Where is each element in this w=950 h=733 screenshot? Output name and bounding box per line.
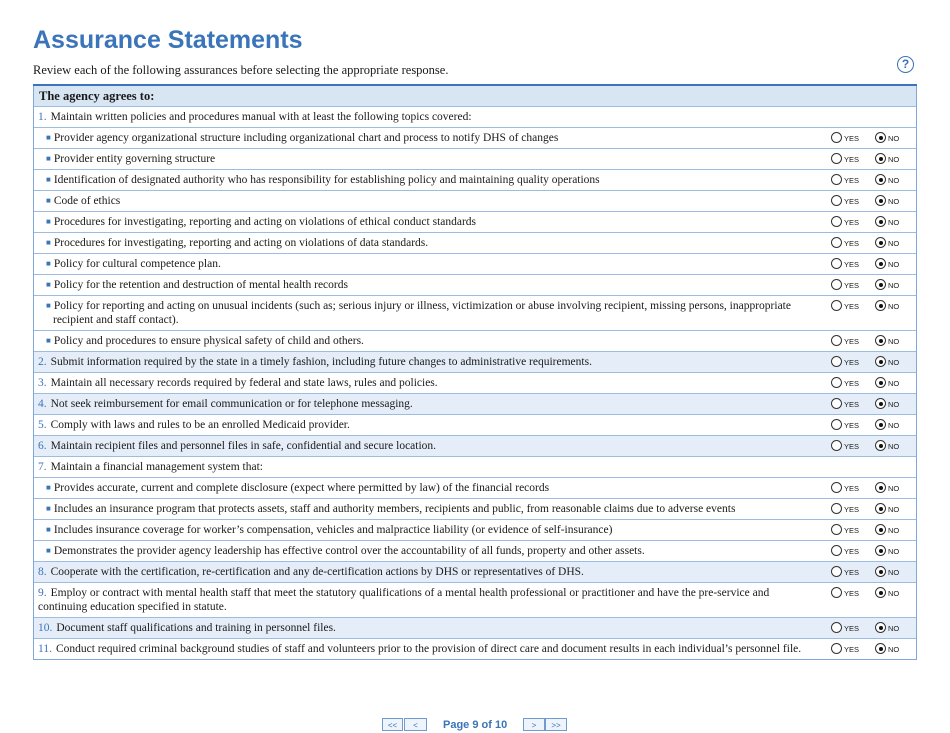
- bullet-icon: ■: [46, 259, 51, 268]
- no-radio-button[interactable]: [875, 398, 886, 409]
- assurance-text: [34, 520, 916, 540]
- assurance-label: Identification of designated authority who has responsibility for establishing policy and maintaining quality operations: [53, 174, 600, 186]
- assurance-row: [34, 331, 916, 352]
- no-label: NO: [888, 421, 900, 430]
- no-radio-option[interactable]: [875, 643, 899, 657]
- yes-label: YES: [844, 568, 860, 577]
- assurance-text: [34, 499, 916, 519]
- no-radio-option[interactable]: [875, 440, 899, 454]
- assurance-label: Maintain written policies and procedures manual with at least the following topics covered:: [50, 111, 472, 123]
- assurance-text: [34, 107, 916, 127]
- assurance-text: [34, 618, 916, 638]
- assurance-label: Not seek reimbursement for email communication or for telephone messaging.: [50, 398, 413, 410]
- yes-label: YES: [844, 239, 860, 248]
- assurance-row: [34, 212, 916, 233]
- no-label: NO: [888, 218, 900, 227]
- yes-radio-option[interactable]: [831, 132, 859, 146]
- no-radio-button[interactable]: [875, 153, 886, 164]
- item-number: 4.: [38, 398, 47, 410]
- yes-label: YES: [844, 379, 860, 388]
- yes-radio-button[interactable]: [831, 258, 842, 269]
- item-number: 11.: [38, 643, 52, 655]
- no-label: NO: [888, 442, 900, 451]
- assurance-label: Includes an insurance program that protects assets, staff and authority members, recipients and public, from reasonable claims due to adverse events: [53, 503, 736, 515]
- no-label: NO: [888, 624, 900, 633]
- assurance-text: [34, 562, 916, 582]
- yes-label: YES: [844, 218, 860, 227]
- assurance-label: Maintain a financial management system that:: [50, 461, 263, 473]
- item-number: 7.: [38, 461, 47, 473]
- no-label: NO: [888, 176, 900, 185]
- no-radio-button[interactable]: [875, 258, 886, 269]
- assurance-row: [34, 639, 916, 659]
- yes-radio-option[interactable]: [831, 587, 859, 601]
- assurance-text: [34, 373, 916, 393]
- yes-label: YES: [844, 645, 860, 654]
- assurance-label: Provider agency organizational structure including organizational chart and process to notify DHS of changes: [53, 132, 559, 144]
- assurance-row: [34, 415, 916, 436]
- no-radio-button[interactable]: [875, 356, 886, 367]
- page-indicator: Page 9 of 10: [443, 719, 508, 731]
- bullet-icon: ■: [46, 504, 51, 513]
- yes-radio-button[interactable]: [831, 587, 842, 598]
- yes-radio-button[interactable]: [831, 300, 842, 311]
- no-radio-button[interactable]: [875, 566, 886, 577]
- no-radio-option[interactable]: [875, 300, 899, 314]
- no-radio-button[interactable]: [875, 174, 886, 185]
- assurance-text: [34, 436, 916, 456]
- yes-radio-option[interactable]: [831, 440, 859, 454]
- no-label: NO: [888, 358, 900, 367]
- yes-radio-option[interactable]: [831, 503, 859, 517]
- no-radio-option[interactable]: [875, 258, 899, 272]
- yes-label: YES: [844, 505, 860, 514]
- item-number: 9.: [38, 587, 47, 599]
- yes-label: YES: [844, 176, 860, 185]
- prev-page-button[interactable]: <: [404, 718, 427, 731]
- yes-radio-button[interactable]: [831, 566, 842, 577]
- assurance-label: Maintain recipient files and personnel files in safe, confidential and secure location.: [50, 440, 437, 452]
- yes-label: YES: [844, 400, 860, 409]
- yes-radio-option[interactable]: [831, 300, 859, 314]
- yes-radio-button[interactable]: [831, 545, 842, 556]
- no-label: NO: [888, 260, 900, 269]
- yes-label: YES: [844, 302, 860, 311]
- yes-radio-button[interactable]: [831, 503, 842, 514]
- no-label: NO: [888, 134, 900, 143]
- yes-radio-button[interactable]: [831, 398, 842, 409]
- no-label: NO: [888, 589, 900, 598]
- yes-radio-button[interactable]: [831, 216, 842, 227]
- yes-label: YES: [844, 281, 860, 290]
- assurance-label: Policy for the retention and destruction of mental health records: [53, 279, 348, 291]
- bullet-icon: ■: [46, 133, 51, 142]
- item-number: 2.: [38, 356, 47, 368]
- yes-radio-option[interactable]: [831, 566, 859, 580]
- no-radio-button[interactable]: [875, 524, 886, 535]
- yes-radio-option[interactable]: [831, 482, 859, 496]
- no-radio-option[interactable]: [875, 153, 899, 167]
- no-label: NO: [888, 281, 900, 290]
- assurance-row: [34, 562, 916, 583]
- assurance-text: [34, 394, 916, 414]
- page-title: Assurance Statements: [33, 26, 303, 54]
- item-number: 1.: [38, 111, 47, 123]
- yes-radio-option[interactable]: [831, 419, 859, 433]
- no-radio-option[interactable]: [875, 237, 899, 251]
- assurance-row: [34, 373, 916, 394]
- no-radio-button[interactable]: [875, 643, 886, 654]
- yes-label: YES: [844, 337, 860, 346]
- yes-label: YES: [844, 442, 860, 451]
- assurance-row: [34, 436, 916, 457]
- yes-label: YES: [844, 260, 860, 269]
- yes-label: YES: [844, 624, 860, 633]
- no-radio-option[interactable]: [875, 174, 899, 188]
- assurance-row: [34, 583, 916, 618]
- yes-radio-button[interactable]: [831, 419, 842, 430]
- no-radio-button[interactable]: [875, 440, 886, 451]
- assurance-label: Employ or contract with mental health staff that meet the statutory qualifications of a mental health professional or practitioner and have the pre-service and continuing education specified in statute.: [38, 587, 770, 613]
- assurance-text: [34, 296, 916, 330]
- no-radio-option[interactable]: [875, 398, 899, 412]
- yes-label: YES: [844, 358, 860, 367]
- assurance-row: [34, 352, 916, 373]
- yes-label: YES: [844, 526, 860, 535]
- yes-radio-option[interactable]: [831, 216, 859, 230]
- assurance-label: Maintain all necessary records required by federal and state laws, rules and policies.: [50, 377, 438, 389]
- no-label: NO: [888, 239, 900, 248]
- bullet-icon: ■: [46, 336, 51, 345]
- item-number: 5.: [38, 419, 47, 431]
- assurance-row: [34, 254, 916, 275]
- last-page-button[interactable]: >>: [545, 718, 567, 731]
- assurance-row: [34, 191, 916, 212]
- yes-radio-button[interactable]: [831, 440, 842, 451]
- item-number: 8.: [38, 566, 47, 578]
- no-radio-button[interactable]: [875, 419, 886, 430]
- yes-radio-button[interactable]: [831, 195, 842, 206]
- no-label: NO: [888, 400, 900, 409]
- yes-label: YES: [844, 134, 860, 143]
- assurance-label: Includes insurance coverage for worker’s compensation, vehicles and malpractice liability (or evidence of self-insurance): [53, 524, 613, 536]
- no-radio-button[interactable]: [875, 377, 886, 388]
- assurance-row: [34, 170, 916, 191]
- no-radio-option[interactable]: [875, 587, 899, 601]
- bullet-icon: ■: [46, 483, 51, 492]
- bullet-icon: ■: [46, 238, 51, 247]
- assurance-row: [34, 275, 916, 296]
- no-radio-button[interactable]: [875, 132, 886, 143]
- yes-radio-button[interactable]: [831, 153, 842, 164]
- yes-radio-option[interactable]: [831, 622, 859, 636]
- no-radio-button[interactable]: [875, 300, 886, 311]
- bullet-icon: ■: [46, 175, 51, 184]
- assurance-text: [34, 457, 916, 477]
- no-label: NO: [888, 547, 900, 556]
- no-label: NO: [888, 645, 900, 654]
- yes-radio-button[interactable]: [831, 356, 842, 367]
- no-radio-option[interactable]: [875, 356, 899, 370]
- no-radio-option[interactable]: [875, 524, 899, 538]
- first-page-button[interactable]: <<: [382, 718, 403, 731]
- next-page-button[interactable]: >: [523, 718, 545, 731]
- bullet-icon: ■: [46, 525, 51, 534]
- no-radio-option[interactable]: [875, 566, 899, 580]
- yes-radio-button[interactable]: [831, 622, 842, 633]
- no-label: NO: [888, 155, 900, 164]
- bullet-icon: ■: [46, 301, 51, 310]
- no-radio-button[interactable]: [875, 216, 886, 227]
- yes-radio-option[interactable]: [831, 279, 859, 293]
- no-radio-option[interactable]: [875, 216, 899, 230]
- no-label: NO: [888, 526, 900, 535]
- no-radio-option[interactable]: [875, 503, 899, 517]
- assurance-row: [34, 233, 916, 254]
- assurance-row: [34, 520, 916, 541]
- yes-radio-option[interactable]: [831, 153, 859, 167]
- yes-radio-button[interactable]: [831, 377, 842, 388]
- bullet-icon: ■: [46, 196, 51, 205]
- assurance-row: [34, 394, 916, 415]
- page-subtitle: Review each of the following assurances before selecting the appropriate response.: [33, 63, 449, 77]
- no-radio-button[interactable]: [875, 587, 886, 598]
- yes-radio-option[interactable]: [831, 356, 859, 370]
- no-radio-button[interactable]: [875, 622, 886, 633]
- assurance-text: [34, 639, 916, 659]
- no-radio-option[interactable]: [875, 419, 899, 433]
- yes-radio-option[interactable]: [831, 377, 859, 391]
- yes-radio-button[interactable]: [831, 524, 842, 535]
- yes-radio-option[interactable]: [831, 174, 859, 188]
- assurance-row: [34, 296, 916, 331]
- bullet-icon: ■: [46, 280, 51, 289]
- bullet-icon: ■: [46, 546, 51, 555]
- assurance-text: [34, 541, 916, 561]
- yes-radio-option[interactable]: [831, 398, 859, 412]
- assurance-text: [34, 170, 916, 190]
- assurance-text: [34, 233, 916, 253]
- no-label: NO: [888, 505, 900, 514]
- yes-radio-option[interactable]: [831, 195, 859, 209]
- yes-radio-button[interactable]: [831, 237, 842, 248]
- yes-radio-option[interactable]: [831, 258, 859, 272]
- item-number: 10.: [38, 622, 53, 634]
- assurance-text: [34, 128, 916, 148]
- yes-radio-option[interactable]: [831, 524, 859, 538]
- assurance-text: [34, 583, 916, 617]
- no-radio-option[interactable]: [875, 335, 899, 349]
- assurance-text: [34, 331, 916, 351]
- help-icon[interactable]: ?: [897, 56, 914, 73]
- no-radio-button[interactable]: [875, 335, 886, 346]
- no-label: NO: [888, 568, 900, 577]
- table-header: The agency agrees to:: [34, 86, 916, 107]
- assurance-label: Procedures for investigating, reporting and acting on violations of ethical conduct standards: [53, 216, 477, 228]
- yes-radio-button[interactable]: [831, 174, 842, 185]
- no-radio-button[interactable]: [875, 503, 886, 514]
- assurance-row: [34, 107, 916, 128]
- assurance-label: Policy and procedures to ensure physical safety of child and others.: [53, 335, 364, 347]
- bullet-icon: ■: [46, 154, 51, 163]
- no-radio-option[interactable]: [875, 622, 899, 636]
- assurance-text: [34, 415, 916, 435]
- assurance-row: [34, 128, 916, 149]
- assurance-label: Cooperate with the certification, re-certification and any de-certification actions by DHS or representatives of DHS.: [50, 566, 584, 578]
- no-label: NO: [888, 337, 900, 346]
- no-radio-button[interactable]: [875, 195, 886, 206]
- yes-radio-button[interactable]: [831, 643, 842, 654]
- no-radio-button[interactable]: [875, 237, 886, 248]
- no-radio-option[interactable]: [875, 279, 899, 293]
- no-radio-button[interactable]: [875, 482, 886, 493]
- assurance-label: Conduct required criminal background studies of staff and volunteers prior to the provision of direct care and document results in each individual’s personnel file.: [55, 643, 802, 655]
- assurance-row: [34, 541, 916, 562]
- assurance-label: Procedures for investigating, reporting and acting on violations of data standards.: [53, 237, 429, 249]
- assurance-label: Submit information required by the state in a timely fashion, including future changes to administrative requirements.: [50, 356, 592, 368]
- yes-radio-button[interactable]: [831, 132, 842, 143]
- no-label: NO: [888, 484, 900, 493]
- yes-radio-button[interactable]: [831, 335, 842, 346]
- assurance-row: [34, 499, 916, 520]
- item-number: 3.: [38, 377, 47, 389]
- assurance-row: [34, 149, 916, 170]
- no-radio-option[interactable]: [875, 195, 899, 209]
- assurance-text: [34, 254, 916, 274]
- no-radio-button[interactable]: [875, 279, 886, 290]
- yes-radio-option[interactable]: [831, 545, 859, 559]
- yes-label: YES: [844, 155, 860, 164]
- no-radio-option[interactable]: [875, 377, 899, 391]
- yes-label: YES: [844, 421, 860, 430]
- no-radio-button[interactable]: [875, 545, 886, 556]
- yes-radio-option[interactable]: [831, 335, 859, 349]
- assurance-text: [34, 478, 916, 498]
- assurance-label: Comply with laws and rules to be an enrolled Medicaid provider.: [50, 419, 350, 431]
- assurance-label: Provider entity governing structure: [53, 153, 216, 165]
- no-radio-option[interactable]: [875, 545, 899, 559]
- no-radio-option[interactable]: [875, 482, 899, 496]
- yes-radio-button[interactable]: [831, 482, 842, 493]
- no-label: NO: [888, 302, 900, 311]
- yes-label: YES: [844, 484, 860, 493]
- assurance-label: Policy for cultural competence plan.: [53, 258, 221, 270]
- yes-label: YES: [844, 589, 860, 598]
- yes-label: YES: [844, 547, 860, 556]
- assurance-label: Code of ethics: [53, 195, 121, 207]
- yes-radio-option[interactable]: [831, 643, 859, 657]
- assurance-label: Demonstrates the provider agency leadership has effective control over the accountability of all funds, property and other assets.: [53, 545, 645, 557]
- assurance-text: [34, 275, 916, 295]
- item-number: 6.: [38, 440, 47, 452]
- table-rows: [34, 107, 916, 659]
- no-radio-option[interactable]: [875, 132, 899, 146]
- yes-label: YES: [844, 197, 860, 206]
- no-label: NO: [888, 379, 900, 388]
- assurance-text: [34, 149, 916, 169]
- assurance-row: [34, 457, 916, 478]
- assurance-label: Policy for reporting and acting on unusual incidents (such as; serious injury or illness, victimization or abuse involving recipient, missing persons, inappropriate recipient and staff contact).: [53, 300, 791, 326]
- assurance-row: [34, 478, 916, 499]
- assurance-label: Document staff qualifications and training in personnel files.: [56, 622, 336, 634]
- yes-radio-button[interactable]: [831, 279, 842, 290]
- assurance-row: [34, 618, 916, 639]
- assurance-label: Provides accurate, current and complete disclosure (expect where permitted by law) of the financial records: [53, 482, 550, 494]
- bullet-icon: ■: [46, 217, 51, 226]
- no-label: NO: [888, 197, 900, 206]
- yes-radio-option[interactable]: [831, 237, 859, 251]
- assurance-table: [33, 86, 917, 660]
- assurance-text: [34, 191, 916, 211]
- assurance-text: [34, 212, 916, 232]
- assurance-text: [34, 352, 916, 372]
